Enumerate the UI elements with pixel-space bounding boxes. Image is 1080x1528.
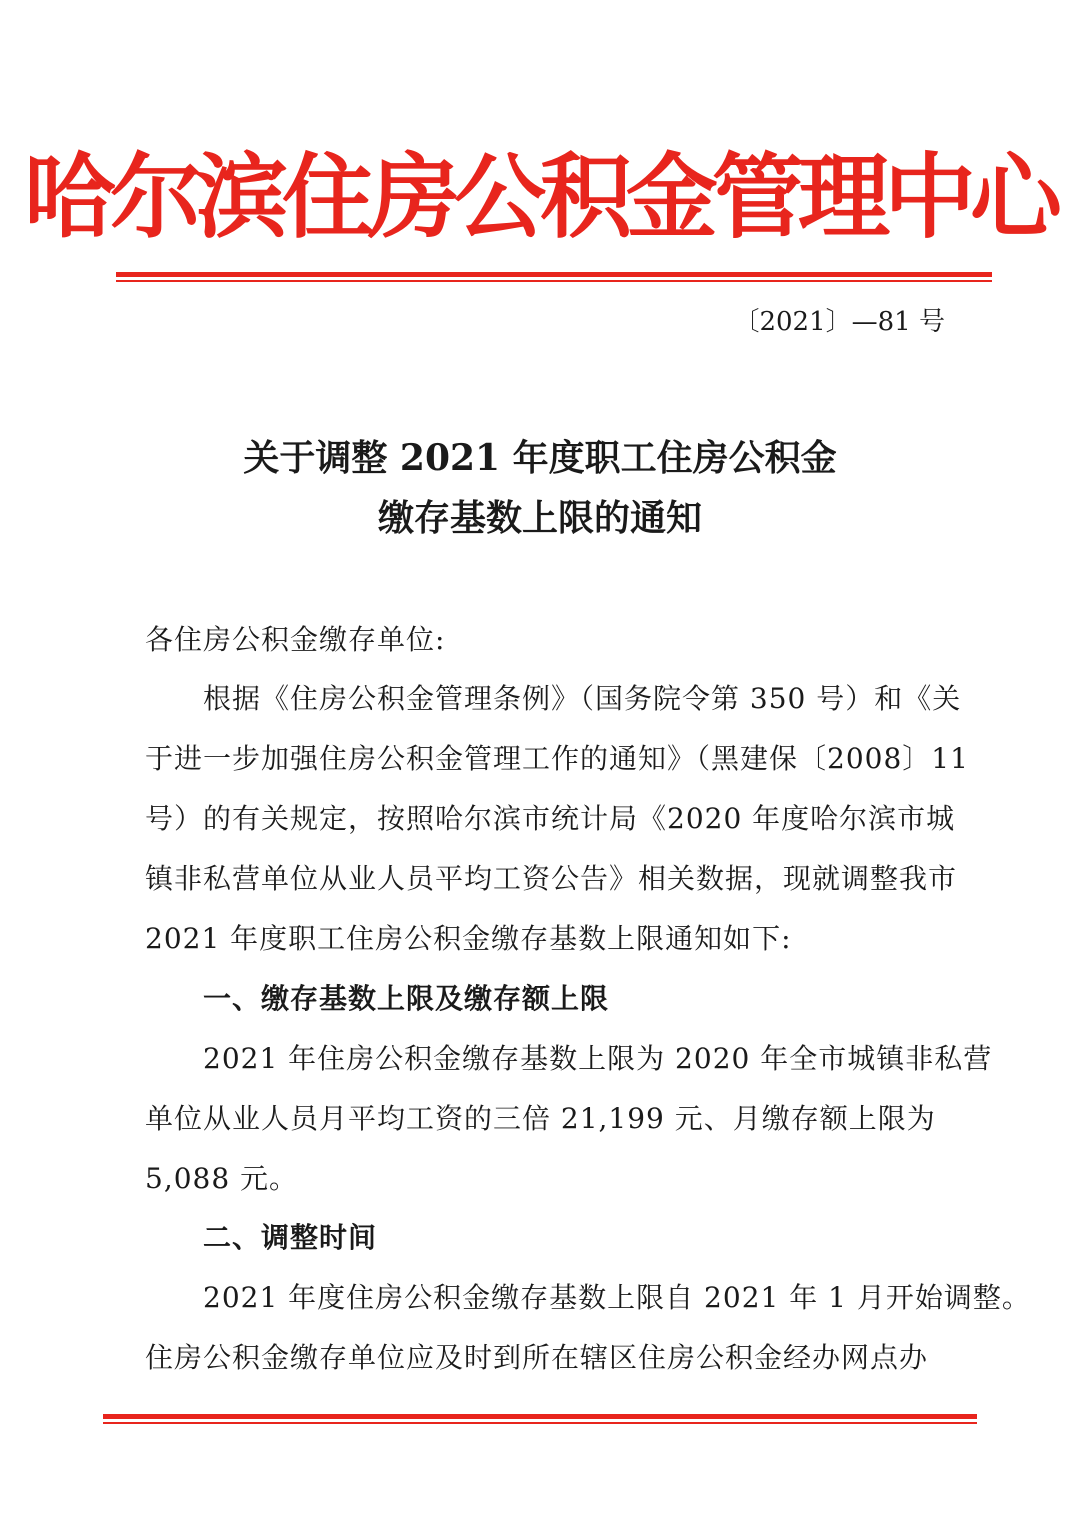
paragraph-line: 住房公积金缴存单位应及时到所在辖区住房公积金经办网点办 — [145, 1341, 929, 1374]
section-heading-1: 一、缴存基数上限及缴存额上限 — [145, 982, 610, 1015]
masthead-rule-thick — [116, 272, 992, 277]
paragraph-line: 单位从业人员月平均工资的三倍 21,199 元、月缴存额上限为 — [145, 1102, 936, 1135]
paragraph-line: 镇非私营单位从业人员平均工资公告》相关数据，现就调整我市 — [145, 862, 958, 895]
paragraph-line: 2021 年度职工住房公积金缴存基数上限通知如下: — [145, 922, 792, 955]
paragraph-line: 2021 年住房公积金缴存基数上限为 2020 年全市城镇非私营 — [145, 1042, 993, 1075]
salutation: 各住房公积金缴存单位: — [145, 623, 446, 656]
masthead-rule-thin — [116, 280, 992, 282]
paragraph-line: 5,088 元。 — [145, 1162, 299, 1195]
masthead: 哈尔滨住房公积金管理中心 — [23, 143, 1056, 251]
section-heading-2: 二、调整时间 — [145, 1221, 378, 1254]
document-number: 〔2021〕—81 号 — [733, 307, 945, 337]
footer-rule-thick — [103, 1414, 977, 1419]
paragraph-line: 于进一步加强住房公积金管理工作的通知》（黑建保〔2008〕11 — [145, 742, 969, 775]
paragraph-line: 2021 年度住房公积金缴存基数上限自 2021 年 1 月开始调整。 — [145, 1281, 1031, 1314]
title-line-2: 缴存基数上限的通知 — [377, 497, 702, 539]
paragraph-line: 号）的有关规定，按照哈尔滨市统计局《2020 年度哈尔滨市城 — [145, 802, 956, 835]
title-line-1: 关于调整 2021 年度职工住房公积金 — [243, 437, 837, 479]
footer-rule-thin — [103, 1422, 977, 1424]
paragraph-line: 根据《住房公积金管理条例》（国务院令第 350 号）和《关 — [145, 682, 962, 715]
